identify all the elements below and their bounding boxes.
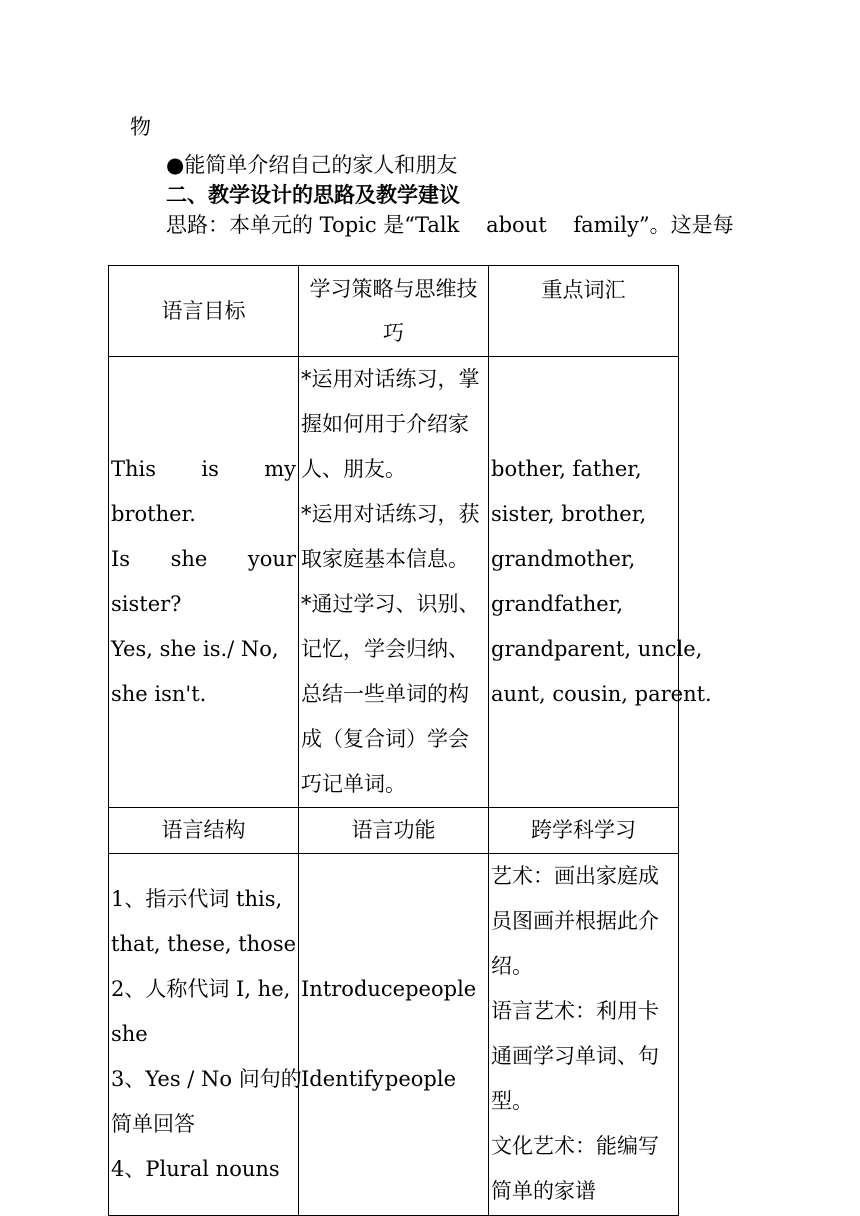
cross-line: 通画学习单词、句: [491, 1044, 659, 1068]
structure-line: 4、Plural nouns: [111, 1157, 280, 1181]
cell-language-goals: [109, 357, 299, 808]
goal-line: brother.: [111, 502, 196, 526]
table-row: [109, 854, 679, 1216]
table-header-row: [109, 808, 679, 854]
cross-line: 文化艺术：能编写: [491, 1134, 659, 1158]
goal-line: she isn't.: [111, 682, 207, 706]
strategy-line: 人、朋友。: [301, 457, 406, 481]
strategy-line: 巧记单词。: [301, 772, 406, 796]
goal-line: This is my: [111, 457, 296, 481]
strategy-line: 握如何用于介绍家: [301, 412, 469, 436]
structure-line: that, these, those: [111, 932, 297, 956]
cell-language-structure: [109, 854, 302, 1216]
structure-line: 简单回答: [111, 1112, 195, 1136]
cross-line: 型。: [491, 1089, 533, 1113]
approach-paragraph: 思路：本单元的 Topic 是“Talk about family”。这是每: [166, 213, 734, 237]
section-heading: 二、教学设计的思路及教学建议: [166, 182, 460, 207]
table-row: [109, 357, 679, 808]
header-cross-curricular: 跨学科学习: [489, 808, 679, 854]
strategy-line: 记忆，学会归纳、: [301, 637, 469, 661]
vocab-line: grandmother,: [491, 547, 636, 571]
cell-language-function: [299, 854, 489, 1216]
teaching-plan-table: [108, 265, 712, 1216]
structure-line: 2、人称代词 I, he,: [111, 977, 291, 1001]
cross-line: 艺术：画出家庭成: [491, 864, 659, 888]
strategy-line: 总结一些单词的构: [301, 682, 469, 706]
table-header-row: [109, 266, 679, 357]
objective-bullet: ●能简单介绍自己的家人和朋友: [166, 153, 458, 177]
vocab-line: bother, father,: [491, 457, 642, 481]
cross-line: 简单的家谱: [491, 1179, 596, 1203]
function-line: Identify people: [301, 1067, 456, 1091]
strategy-line: *运用对话练习，掌: [301, 367, 480, 391]
vocab-line: aunt, cousin, parent.: [491, 682, 712, 706]
goal-line: Is she your: [111, 547, 296, 571]
header-key-vocabulary: 重点词汇: [489, 266, 679, 357]
goal-line: sister?: [111, 592, 182, 616]
header-language-goals: 语言目标: [109, 266, 299, 357]
header-language-function: 语言功能: [299, 808, 489, 854]
cross-line: 绍。: [491, 954, 533, 978]
strategy-line: 成（复合词）学会: [301, 727, 469, 751]
structure-line: she: [111, 1022, 148, 1046]
cell-cross-curricular: [489, 854, 679, 1216]
vocab-line: grandfather,: [491, 592, 624, 616]
cell-learning-strategies: [299, 357, 489, 808]
cross-line: 语言艺术：利用卡: [491, 999, 659, 1023]
cross-line: 员图画并根据此介: [491, 909, 659, 933]
goal-line: Yes, she is./ No,: [111, 637, 279, 661]
text-line-1: 物: [130, 115, 151, 139]
strategy-line: *通过学习、识别、: [301, 592, 480, 616]
structure-line: 3、Yes / No 问句的: [111, 1067, 302, 1091]
function-spacer: [301, 1012, 486, 1057]
vocab-line: grandparent, uncle,: [491, 637, 703, 661]
structure-line: 1、指示代词 this,: [111, 887, 283, 911]
header-language-structure: 语言结构: [109, 808, 299, 854]
function-line: Introduce people: [301, 977, 477, 1001]
header-learning-strategies: 学习策略与思维技巧: [299, 266, 489, 357]
cell-key-vocabulary: [489, 357, 712, 808]
strategy-line: 取家庭基本信息。: [301, 547, 469, 571]
strategy-line: *运用对话练习，获: [301, 502, 480, 526]
vocab-line: sister, brother,: [491, 502, 647, 526]
